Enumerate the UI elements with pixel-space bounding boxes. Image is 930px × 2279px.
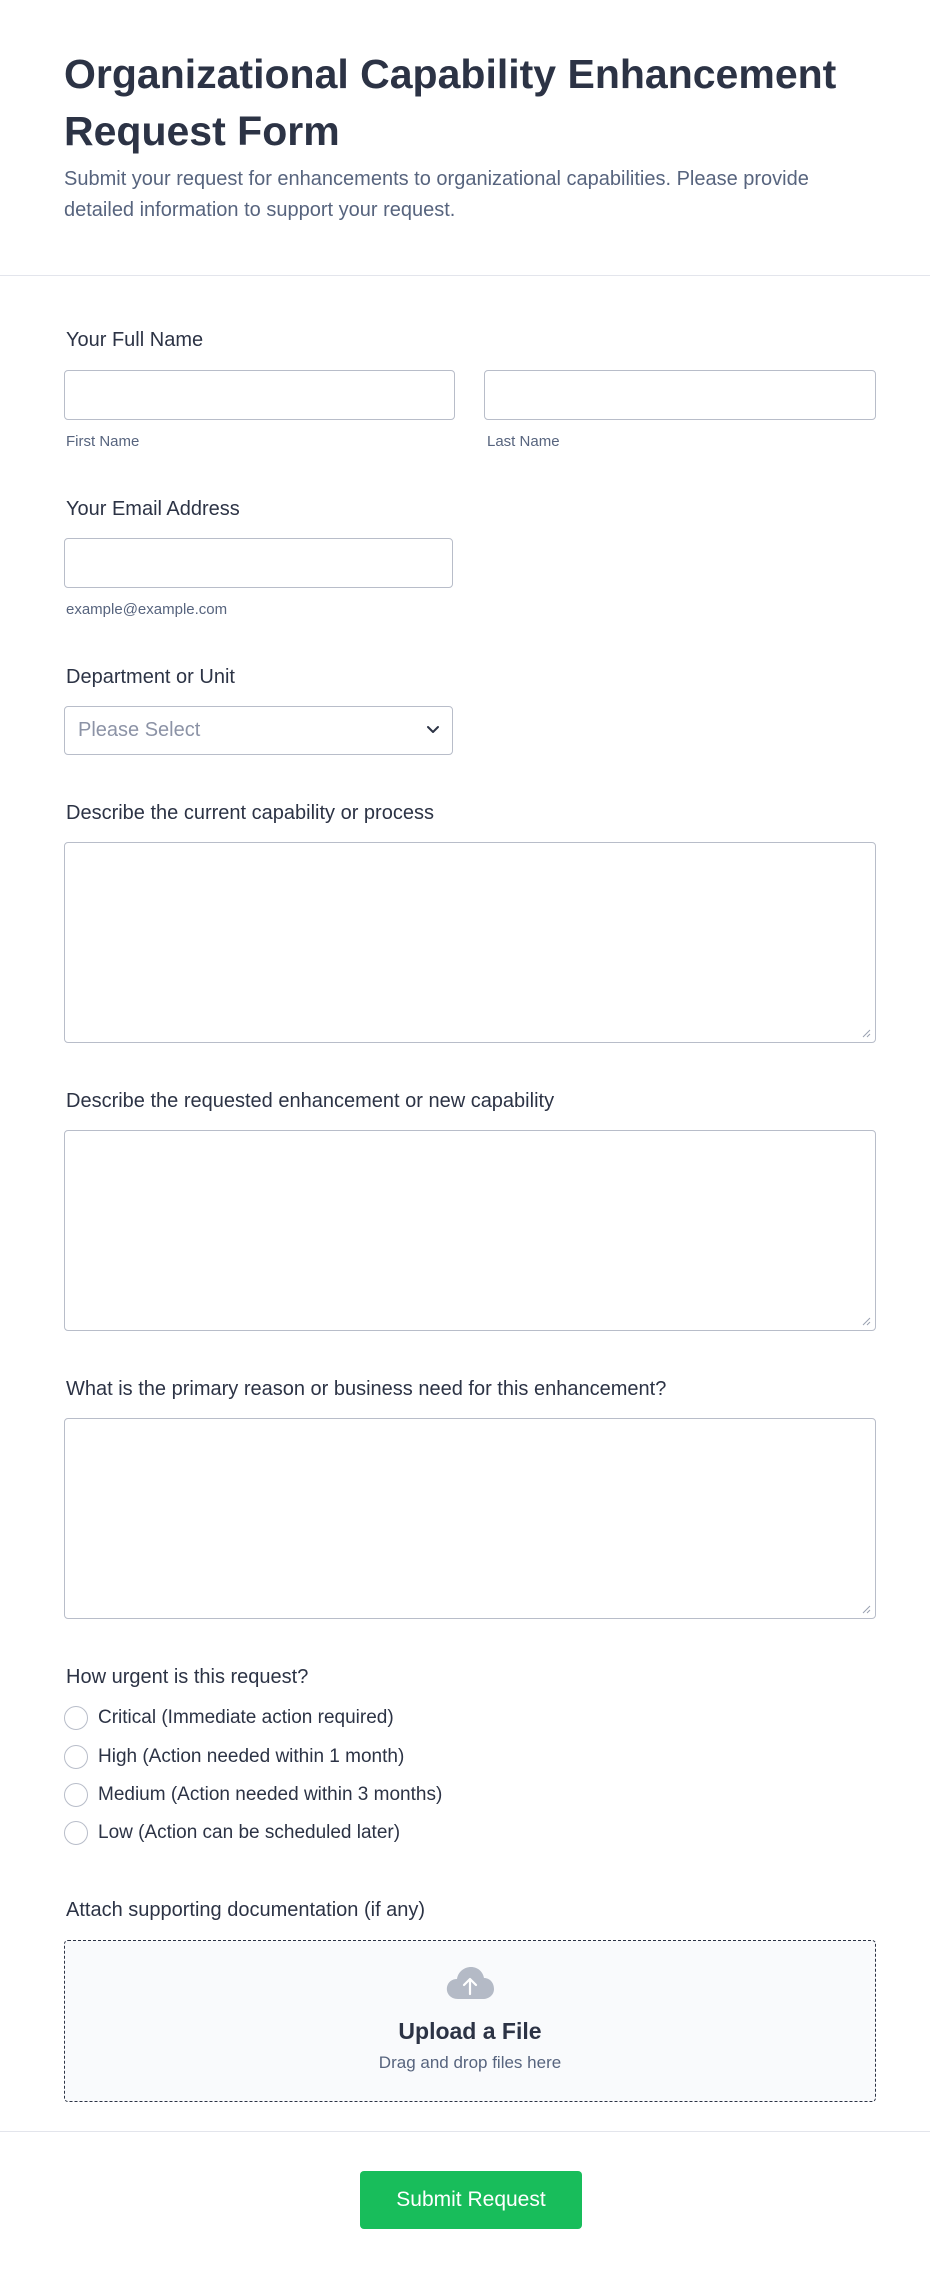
- requested-enhancement-label: Describe the requested enhancement or new capability: [66, 1090, 555, 1112]
- business-need-label: What is the primary reason or business need for this enhancement?: [66, 1378, 667, 1400]
- department-select-value: Please Select: [78, 719, 201, 741]
- upload-title: Upload a File: [398, 2018, 542, 2044]
- radio-button[interactable]: [64, 1783, 88, 1807]
- urgency-option-low[interactable]: [64, 1819, 400, 1847]
- footer-divider: [0, 2131, 930, 2132]
- attachment-label: Attach supporting documentation (if any): [66, 1899, 426, 1921]
- file-upload-dropzone[interactable]: [64, 1940, 876, 2102]
- email-label: Your Email Address: [66, 498, 240, 520]
- email-input[interactable]: [64, 538, 453, 588]
- requested-enhancement-textarea[interactable]: [64, 1130, 876, 1331]
- last-name-input[interactable]: [484, 370, 876, 420]
- urgency-option-critical[interactable]: [64, 1704, 394, 1732]
- current-capability-textarea[interactable]: [64, 842, 876, 1043]
- last-name-sublabel: Last Name: [487, 433, 560, 450]
- full-name-label: Your Full Name: [66, 329, 204, 351]
- business-need-textarea[interactable]: [64, 1418, 876, 1619]
- resize-grip-icon[interactable]: [861, 1316, 871, 1326]
- resize-grip-icon[interactable]: [861, 1604, 871, 1614]
- upload-hint: Drag and drop files here: [378, 2053, 562, 2072]
- department-select[interactable]: [64, 706, 453, 755]
- resize-grip-icon[interactable]: [861, 1028, 871, 1038]
- radio-button[interactable]: [64, 1706, 88, 1730]
- first-name-sublabel: First Name: [66, 433, 140, 450]
- urgency-label: How urgent is this request?: [66, 1666, 309, 1688]
- form-header: [0, 0, 930, 276]
- radio-button[interactable]: [64, 1821, 88, 1845]
- page-title: Organizational Capability Enhancement Request Form: [64, 51, 837, 154]
- email-sublabel: example@example.com: [66, 601, 228, 618]
- urgency-option-medium[interactable]: [64, 1781, 442, 1809]
- page-subtitle: Submit your request for enhancements to organizational capabilities. Please provide detailed information to support your request.: [64, 168, 809, 221]
- urgency-option-high[interactable]: [64, 1743, 404, 1771]
- first-name-input[interactable]: [64, 370, 455, 420]
- radio-button[interactable]: [64, 1745, 88, 1769]
- department-label: Department or Unit: [66, 666, 235, 688]
- chevron-down-icon: [426, 725, 440, 735]
- urgency-option-label: Medium (Action needed within 3 months): [98, 1784, 443, 1805]
- cloud-upload-icon: [445, 1965, 495, 2001]
- urgency-option-label: High (Action needed within 1 month): [98, 1746, 405, 1767]
- submit-button[interactable]: Submit Request: [360, 2171, 582, 2229]
- current-capability-label: Describe the current capability or process: [66, 802, 434, 824]
- urgency-option-label: Low (Action can be scheduled later): [98, 1822, 401, 1843]
- urgency-option-label: Critical (Immediate action required): [98, 1707, 394, 1728]
